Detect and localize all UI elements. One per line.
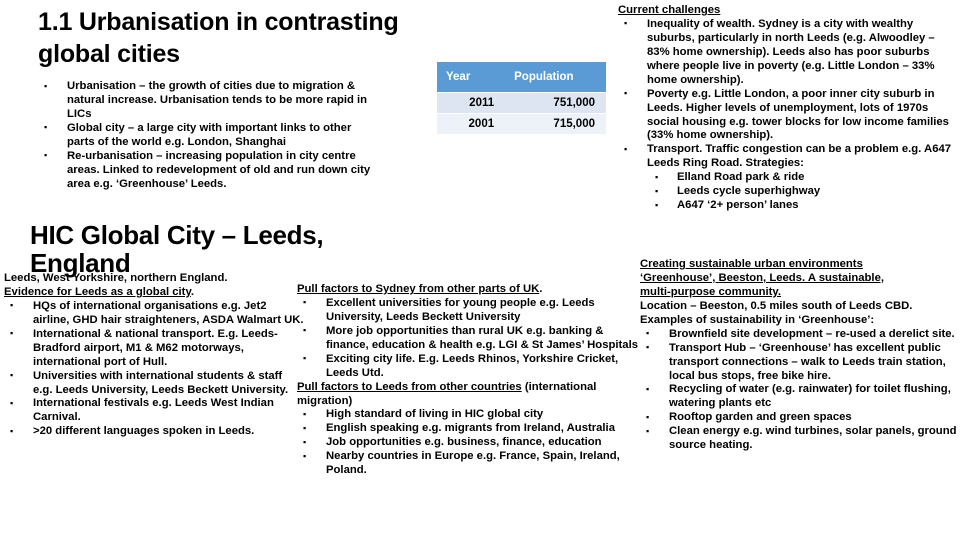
section-title: HIC Global City – Leeds, England <box>30 220 324 279</box>
pull-factors-block <box>297 283 644 478</box>
pull-uk-bullet-text: Excellent universities for young people e.g. Leeds University, Leeds Beckett University <box>326 296 595 323</box>
challenge-bullet-text: Transport. Traffic congestion can be a problem e.g. A647 Leeds Ring Road. Strategies: <box>647 143 952 170</box>
leeds-bullet-text: >20 different languages spoken in Leeds. <box>33 425 255 438</box>
table-cell-population: 715,000 <box>505 114 606 135</box>
table-cell-year: 2011 <box>437 93 505 114</box>
list-item <box>640 328 958 342</box>
table-cell-population: 751,000 <box>505 93 606 114</box>
pull-uk-bullet-text: Exciting city life. E.g. Leeds Rhinos, Yorkshire Cricket, Leeds Utd. <box>326 352 619 379</box>
list-item <box>297 325 644 353</box>
list-item <box>618 143 958 213</box>
current-challenges-block <box>618 4 958 213</box>
list-item <box>647 185 958 199</box>
table-row <box>437 93 606 114</box>
sustainable-bullet-text: Rooftop garden and green spaces <box>669 411 852 424</box>
list-item <box>618 88 958 144</box>
leeds-evidence-block <box>4 272 304 439</box>
leeds-bullet-text: International festivals e.g. Leeds West Indian Carnival. <box>33 397 274 424</box>
table-row <box>437 114 606 135</box>
pull-international-heading-text: Pull factors to Leeds from other countries <box>297 380 522 393</box>
list-item <box>297 353 644 381</box>
list-item <box>4 425 304 439</box>
list-item <box>647 199 958 213</box>
sustainable-bullet-text: Transport Hub – ‘Greenhouse’ has excellent public transport connections – walk to Leeds train station, local bus stops, free bike hire. <box>669 341 946 382</box>
transport-strategies-list <box>647 171 958 213</box>
table-header-row <box>437 62 606 93</box>
list-item <box>640 411 958 425</box>
pull-uk-heading-text: Pull factors to Sydney from other parts of UK <box>297 283 540 295</box>
current-challenges-heading <box>618 4 958 18</box>
list-item <box>618 18 958 88</box>
list-item <box>640 383 958 411</box>
list-item <box>297 436 644 450</box>
sustainable-bullet-text: Clean energy e.g. wind turbines, solar panels, ground source heating. <box>669 425 957 452</box>
list-item <box>4 300 304 328</box>
population-table <box>437 62 606 134</box>
list-item <box>647 171 958 185</box>
pull-international-heading <box>297 381 644 409</box>
table-header-year: Year <box>437 62 505 93</box>
leeds-bullet-text: International & national transport. E.g. Leeds-Bradford airport, M1 & M62 motorways, international port of Hull. <box>33 327 278 368</box>
intro-bullet-list <box>38 80 373 192</box>
strategy-text: Leeds cycle superhighway <box>677 185 821 198</box>
challenge-bullet-text: Poverty e.g. Little London, a poor inner city suburb in Leeds. Higher levels of unemployment, lots of 1970s social housing e.g. tower blocks for low income families (33% home ownership). <box>647 87 949 142</box>
intro-bullet-text: Urbanisation – the growth of cities due to migration & natural increase. Urbanisation tends to be more rapid in LICs <box>67 80 368 120</box>
list-item <box>38 80 373 122</box>
strategy-text: A647 ‘2+ person’ lanes <box>677 199 799 212</box>
sustainable-bullet-text: Recycling of water (e.g. rainwater) for toilet flushing, watering plants etc <box>669 383 951 410</box>
list-item <box>297 450 644 478</box>
pull-international-bullet-text: Nearby countries in Europe e.g. France, Spain, Ireland, Poland. <box>326 450 620 477</box>
strategy-text: Elland Road park & ride <box>677 171 805 184</box>
current-challenges-heading-text: Current challenges <box>618 4 721 16</box>
table-cell-year: 2001 <box>437 114 505 135</box>
intro-bullet-text: Re-urbanisation – increasing population in city centre areas. Linked to redevelopment of old and run down city area e.g. ‘Greenhouse’ Leeds. <box>67 149 371 190</box>
challenge-bullet-text: Inequality of wealth. Sydney is a city with wealthy suburbs, particularly in north Leeds (e.g. Alwoodley – 83% home ownership). Leeds also has poor suburbs where people live in poverty (e.g. Little London – 33% home ownership). <box>647 17 935 86</box>
leeds-evidence-heading-tail: . <box>190 285 195 298</box>
list-item <box>640 425 958 453</box>
sustainable-examples-label: Examples of sustainability in ‘Greenhouse’: <box>640 313 875 326</box>
list-item <box>4 370 304 398</box>
pull-international-bullet-text: Job opportunities e.g. business, finance, education <box>326 436 602 449</box>
list-item <box>38 122 373 150</box>
sustainable-environments-block <box>640 258 958 453</box>
list-item <box>297 408 644 422</box>
sustainable-heading-line-2: ‘Greenhouse’, Beeston, Leeds. A sustainable, <box>640 271 884 284</box>
leeds-evidence-heading-text: Evidence for Leeds as a global city <box>4 285 191 298</box>
pull-uk-heading <box>297 283 644 297</box>
list-item <box>4 397 304 425</box>
leeds-bullet-text: Universities with international students & staff e.g. Leeds University, Leeds Beckett University. <box>33 369 289 396</box>
pull-uk-heading-tail: . <box>539 283 543 295</box>
pull-international-bullet-text: High standard of living in HIC global city <box>326 408 544 421</box>
table-header-population: Population <box>505 62 606 93</box>
leeds-evidence-heading <box>4 286 304 300</box>
intro-bullet-text: Global city – a large city with important links to other parts of the world e.g. London, Shanghai <box>67 121 352 148</box>
sustainable-bullet-text: Brownfield site development – re-used a derelict site. <box>669 327 955 340</box>
pull-uk-bullet-text: More job opportunities than rural UK e.g. banking & finance, education & health e.g. LGI & St James’ Hospitals <box>326 324 638 351</box>
leeds-bullet-text: HQs of international organisations e.g. Jet2 airline, GHD hair straighteners, ASDA Walmart UK. <box>33 299 304 326</box>
list-item <box>297 422 644 436</box>
sustainable-heading-line-1: Creating sustainable urban environments <box>640 258 863 270</box>
pull-international-heading-tail: (international migration) <box>297 380 597 407</box>
leeds-location-line: Leeds, West Yorkshire, northern England. <box>4 272 228 284</box>
pull-international-bullet-text: English speaking e.g. migrants from Ireland, Australia <box>326 422 615 435</box>
list-item <box>38 150 373 192</box>
sustainable-location: Location – Beeston, 0.5 miles south of Leeds CBD. <box>640 299 913 312</box>
list-item <box>4 328 304 370</box>
list-item <box>640 342 958 384</box>
list-item <box>297 297 644 325</box>
sustainable-heading-line-3: multi-purpose community. <box>640 285 782 298</box>
page-title: 1.1 Urbanisation in contrasting global cities <box>38 8 399 68</box>
